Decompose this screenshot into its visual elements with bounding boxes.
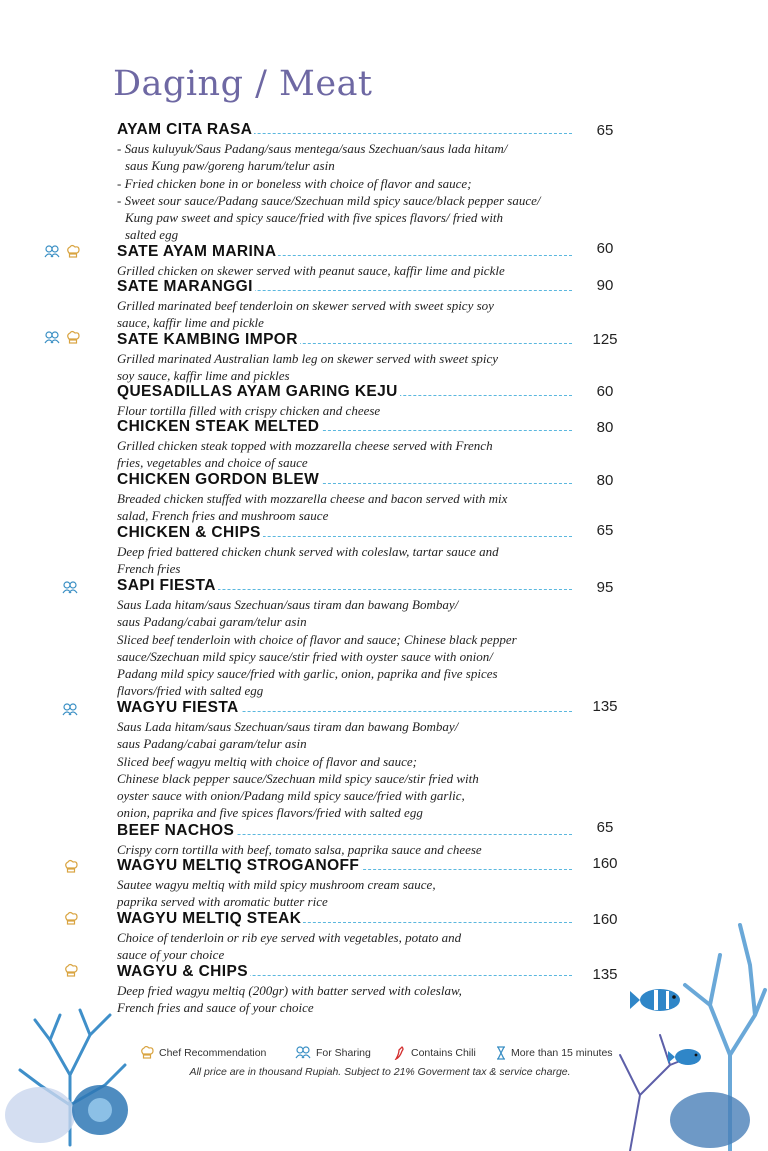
item-name: WAGYU MELTIQ STEAK: [117, 910, 302, 927]
menu-item-chicken-and-chips: [117, 524, 572, 578]
menu-item-ayam-cita-rasa: [117, 121, 572, 244]
item-name: SATE AYAM MARINA: [117, 243, 277, 260]
item-price: 65: [596, 122, 614, 139]
chef-hat-icon: [64, 859, 80, 875]
menu-item-quesadillas: [117, 383, 572, 419]
item-price: 160: [592, 911, 618, 928]
menu-item-wagyu-meltiq-steak: [117, 910, 572, 964]
chef-hat-icon: [68, 246, 79, 258]
item-name: WAGYU MELTIQ STROGANOFF: [117, 857, 360, 874]
item-price: 80: [596, 419, 614, 436]
item-description: Saus Lada hitam/saus Szechuan/saus tiram dan bawang Bombay/ saus Padang/cabai garam/telur asin Sliced beef tenderloin with choice of flavor and sauce; Chinese black pepper sauce/Szechuan mild spicy sauce/stir fried with oyster sauce with onion/ Padang mild spicy sauce/fried with garlic, onion, paprika and five spices flavors/fried with salted egg: [117, 597, 517, 699]
item-price: 60: [596, 383, 614, 400]
item-price: 90: [596, 277, 614, 294]
sharing-icon: [295, 1046, 311, 1060]
item-price: 135: [592, 966, 618, 983]
fish-icon: [668, 1049, 701, 1065]
sharing-icon: [45, 332, 59, 343]
price-note: All price are in thousand Rupiah. Subject to 21% Goverment tax & service charge.: [189, 1066, 571, 1078]
menu-item-sate-kambing-impor: [117, 331, 572, 385]
item-description: Choice of tenderloin or rib eye served with vegetables, potato and sauce of your choice: [117, 930, 462, 963]
menu-item-sapi-fiesta: [117, 577, 572, 700]
item-description: Breaded chicken stuffed with mozzarella cheese and bacon served with mix salad, French fries and mushroom sauce: [117, 491, 508, 524]
item-price: 65: [596, 522, 614, 539]
menu-item-beef-nachos: [117, 822, 572, 858]
sharing-icon: [45, 246, 59, 257]
page-title: Daging / Meat: [113, 64, 373, 104]
legend-sharing-label: For Sharing: [316, 1047, 371, 1059]
chef-hat-icon: [64, 911, 80, 927]
item-icons-sate-ayam-marina: [44, 244, 84, 260]
menu-item-sate-maranggi: [117, 278, 572, 332]
hourglass-icon: [496, 1046, 506, 1060]
chili-icon: [394, 1046, 406, 1060]
item-description: Grilled marinated beef tenderloin on skewer served with sweet spicy soy sauce, kaffir lime and pickle: [117, 298, 494, 331]
coral-right-decoration: [590, 905, 768, 1151]
item-price: 135: [592, 698, 618, 715]
item-description: Sautee wagyu meltiq with mild spicy mushroom cream sauce, paprika served with aromatic butter rice: [117, 877, 436, 910]
menu-item-wagyu-and-chips: [117, 963, 572, 1017]
item-description: Grilled marinated Australian lamb leg on skewer served with sweet spicy soy sauce, kaffir lime and pickles: [117, 351, 499, 384]
item-name: SATE KAMBING IMPOR: [117, 331, 298, 348]
menu-item-chicken-steak-melted: [117, 418, 572, 472]
item-name: CHICKEN GORDON BLEW: [117, 471, 320, 488]
item-price: 160: [592, 855, 618, 872]
menu-item-wagyu-meltiq-stroganoff: [117, 857, 572, 911]
item-description: Grilled chicken on skewer served with peanut sauce, kaffir lime and pickle: [117, 263, 505, 278]
item-price: 65: [596, 819, 614, 836]
item-name: SATE MARANGGI: [117, 278, 253, 295]
item-description: Crispy corn tortilla with beef, tomato salsa, paprika sauce and cheese: [117, 842, 482, 857]
sharing-icon: [62, 702, 78, 718]
chef-hat-icon: [140, 1046, 154, 1060]
legend-chili-label: Contains Chili: [411, 1047, 476, 1059]
item-name: WAGYU FIESTA: [117, 699, 239, 716]
fish-icon: [630, 989, 680, 1011]
legend-time-label: More than 15 minutes: [511, 1047, 613, 1059]
item-description: Deep fried battered chicken chunk served with coleslaw, tartar sauce and French fries: [117, 544, 499, 577]
item-name: CHICKEN STEAK MELTED: [117, 418, 320, 435]
legend-chef-label: Chef Recommendation: [159, 1047, 267, 1059]
item-description: Saus Lada hitam/saus Szechuan/saus tiram dan bawang Bombay/ saus Padang/cabai garam/telur asin Sliced beef wagyu meltiq with choice of flavor and sauce; Chinese black pepper sauce/Szechuan mild spicy sauce/stir fried with oyster sauce with onion/Padang mild spicy sauce/fried with garlic, onion, paprika and five spices flavors/fried with salted egg: [117, 719, 479, 821]
item-price: 95: [596, 579, 614, 596]
item-name: BEEF NACHOS: [117, 822, 235, 839]
sharing-icon: [62, 580, 78, 596]
item-name: WAGYU & CHIPS: [117, 963, 248, 980]
menu-item-chicken-gordon-blew: [117, 471, 572, 525]
menu-item-wagyu-fiesta: [117, 699, 572, 822]
item-name: QUESADILLAS AYAM GARING KEJU: [117, 383, 398, 400]
item-price: 80: [596, 472, 614, 489]
item-description: Deep fried wagyu meltiq (200gr) with batter served with coleslaw, French fries and sauce of your choice: [117, 983, 462, 1016]
item-description: - Saus kuluyuk/Saus Padang/saus mentega/saus Szechuan/saus lada hitam/ saus Kung paw/goreng harum/telur asin - Fried chicken bone in or boneless with choice of flavor and sauce; - Sweet sour sauce/Padang sauce/Szechuan mild spicy sauce/black pepper sauce/ Kung paw sweet and spicy sauce/fried with five spices flavors/ fried with salted egg: [117, 141, 541, 243]
menu-item-sate-ayam-marina: [117, 243, 572, 279]
chef-hat-icon: [68, 332, 79, 344]
item-price: 60: [596, 240, 614, 257]
item-name: CHICKEN & CHIPS: [117, 524, 261, 541]
item-price: 125: [592, 331, 618, 348]
item-name: SAPI FIESTA: [117, 577, 216, 594]
coral-left-decoration: [0, 985, 150, 1151]
item-name: AYAM CITA RASA: [117, 121, 253, 138]
legend: [140, 1046, 620, 1062]
item-description: Grilled chicken steak topped with mozzarella cheese served with French fries, vegetables and choice of sauce: [117, 438, 493, 471]
item-icons-sate-kambing: [44, 330, 84, 346]
item-description: Flour tortilla filled with crispy chicken and cheese: [117, 403, 381, 418]
chef-hat-icon: [64, 963, 80, 979]
